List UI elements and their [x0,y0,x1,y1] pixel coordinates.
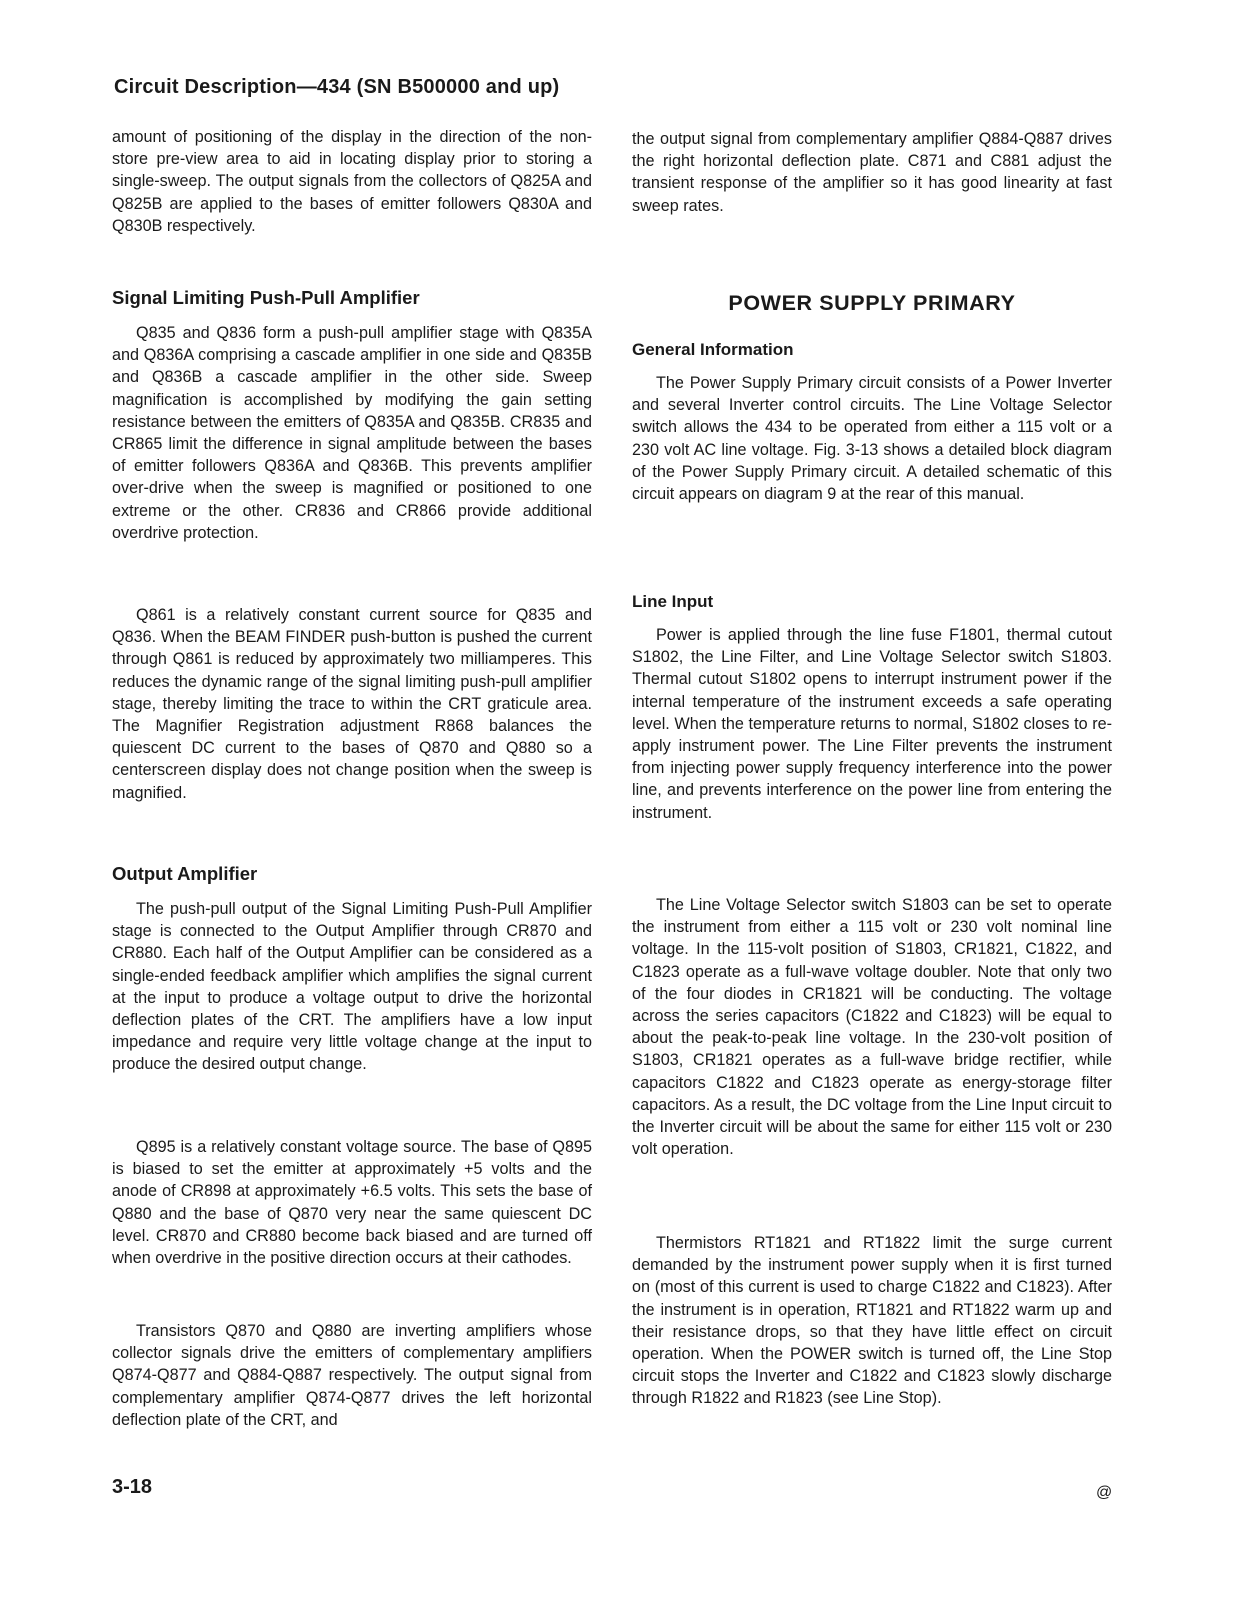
output-amplifier-paragraph-1: The push-pull output of the Signal Limiting Push-Pull Amplifier stage is connected to the Output Amplifier through CR870 and CR880. Each half of the Output Amplifier can be considered as a single-ended feedback amplifier which amplifies the signal current at the input to produce a voltage output to drive the horizontal deflection plates of the CRT. The amplifiers have a low input impedance and require very little voltage change at the input to produce the desired output change. [112,900,592,1074]
continuation-paragraph: the output signal from complementary amplifier Q884-Q887 drives the right horizontal deflection plate. C871 and C881 adjust the transient response of the amplifier so it has good linearity at fast sweep rates. [632,130,1112,215]
page-number: 3-18 [112,1476,153,1498]
output-amplifier-paragraph-2: Q895 is a relatively constant voltage source. The base of Q895 is biased to set the emitter at approximately +5 volts and the anode of CR898 at approximately +6.5 volts. This sets the base of Q880 and the base of Q870 very near the same quiescent DC level. CR870 and CR880 become back biased and are turned off when overdrive in the positive direction occurs at their cathodes. [112,1138,592,1268]
output-amplifier-paragraph-3: Transistors Q870 and Q880 are inverting amplifiers whose collector signals drive the emitters of complementary amplifiers Q874-Q877 and Q884-Q887 respectively. The output signal from complementary amplifier Q874-Q877 drives the left horizontal deflection plate of the CRT, and [112,1322,592,1429]
publisher-mark: @ [1096,1484,1113,1501]
section-title: POWER SUPPLY PRIMARY [728,291,1016,315]
signal-limiting-heading: Signal Limiting Push-Pull Amplifier [112,287,420,308]
line-input-paragraph-2: The Line Voltage Selector switch S1803 can be set to operate the instrument from either a 115 volt or 230 volt nominal line voltage. In the 115-volt position of S1803, CR1821, C1822, and C1823 operate as a full-wave voltage doubler. Note that only two of the four diodes in CR1821 will be conducting. The voltage across the series capacitors (C1822 and C1823) will be equal to about the peak-to-peak line voltage. In the 230-volt position of S1803, CR1821 operates as a full-wave bridge rectifier, while capacitors C1822 and C1823 operate as energy-storage filter capacitors. As a result, the DC voltage from the Line Input circuit to the Inverter circuit will be about the same for either 115 volt or 230 volt operation. [632,896,1112,1159]
signal-limiting-paragraph-1: Q835 and Q836 form a push-pull amplifier stage with Q835A and Q836A comprising a cascade amplifier in one side and Q835B and Q836B a cascade amplifier in the other side. Sweep magnification is accomplished by modifying the gain setting resistance between the emitters of Q835A and Q835B. CR835 and CR865 limit the difference in signal amplitude between the bases of emitter followers Q836A and Q836B. This prevents amplifier over-drive when the sweep is magnified or positioned to one extreme or the other. CR836 and CR866 provide additional overdrive protection. [112,324,592,542]
line-input-paragraph-3: Thermistors RT1821 and RT1822 limit the surge current demanded by the instrument power supply when it is first turned on (most of this current is used to charge C1822 and C1823). After the instrument is in operation, RT1821 and RT1822 warm up and their resistance drops, so that they have little effect on circuit operation. When the POWER switch is turned off, the Line Stop circuit stops the Inverter and C1822 and C1823 slowly discharge through R1822 and R1823 (see Line Stop). [632,1234,1112,1408]
line-input-heading: Line Input [632,592,714,611]
running-head: Circuit Description—434 (SN B500000 and up) [114,76,560,98]
general-information-heading: General Information [632,340,794,359]
signal-limiting-paragraph-2: Q861 is a relatively constant current source for Q835 and Q836. When the BEAM FINDER push-button is pushed the current through Q861 is reduced by approximately two milliamperes. This reduces the dynamic range of the signal limiting push-pull amplifier stage, thereby limiting the trace to within the CRT graticule area. The Magnifier Registration adjustment R868 balances the quiescent DC current to the bases of Q870 and Q880 so a centerscreen display does not change position when the sweep is magnified. [112,606,592,802]
output-amplifier-heading: Output Amplifier [112,863,258,884]
line-input-paragraph-1: Power is applied through the line fuse F1801, thermal cutout S1802, the Line Filter, and Line Voltage Selector switch S1803. Thermal cutout S1802 opens to interrupt instrument power if the internal temperature of the instrument exceeds a safe operating level. When the temperature returns to normal, S1802 closes to re-apply instrument power. The Line Filter prevents the instrument from injecting power supply frequency interference into the power line, and prevents interference on the power line from entering the instrument. [632,626,1112,822]
intro-paragraph: amount of positioning of the display in the direction of the non-store pre-view area to aid in locating display prior to storing a single-sweep. The output signals from the collectors of Q825A and Q825B are applied to the bases of emitter followers Q830A and Q830B respectively. [112,128,592,235]
general-information-paragraph: The Power Supply Primary circuit consists of a Power Inverter and several Inverter control circuits. The Line Voltage Selector switch allows the 434 to be operated from either a 115 volt or a 230 volt AC line voltage. Fig. 3-13 shows a detailed block diagram of the Power Supply Primary circuit. A detailed schematic of this circuit appears on diagram 9 at the rear of this manual. [632,374,1112,504]
